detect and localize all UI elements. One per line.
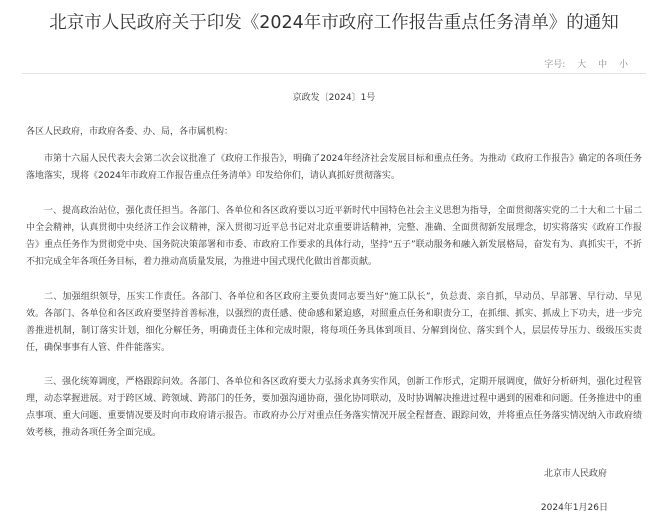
paragraph-section-3: 三、强化统筹调度，严格跟踪问效。各部门、各单位和各区政府要大力弘扬求真务实作风，创新工作形式，定期开展调度，做好分析研判，强化过程管理，动态掌握进展。对于跨区域、跨领域、跨部门的任务，要加强沟通协商，强化协同联动，及时协调解决推进过程中遇到的困难和问题。任务推进中的重点事项、重大问题、重要情况要及时向市政府请示报告。市政府办公厅对重点任务落实情况开展全程督查、跟踪问效，并将重点任务落实情况纳入市政府绩效考核，推动各项任务全面完成。 <box>26 377 642 438</box>
font-size-medium-link[interactable]: 中 <box>598 60 608 70</box>
paragraph-section-1: 一、提高政治站位，强化责任担当。各部门、各单位和各区政府要以习近平新时代中国特色社会主义思想为指导，全面贯彻落实党的二十大和二十届二中全会精神，认真贯彻中央经济工作会议精神，深入贯彻习近平总书记对北京重要讲话精神，完整、准确、全面贯彻新发展理念，切实将落实《政府工作报告》重点任务作为贯彻党中央、国务院决策部署和市委、市政府工作要求的具体行动，坚持“五子”联动服务和融入新发展格局，奋发有为、真抓实干，不折不扣完成全年各项任务目标，着力推动高质量发展，为推进中国式现代化做出首都贡献。 <box>26 206 642 267</box>
font-size-small-link[interactable]: 小 <box>618 60 628 70</box>
title-divider <box>22 73 646 74</box>
issue-date: 2024年1月26日 <box>540 503 608 513</box>
issuer-signature: 北京市人民政府 <box>543 469 607 479</box>
font-size-selector <box>544 57 628 70</box>
font-size-label: 字号: <box>544 60 566 70</box>
paragraph-intro: 市第十六届人民代表大会第二次会议批准了《政府工作报告》，明确了2024年经济社会发展目标和重点任务。为推动《政府工作报告》确定的各项任务落地落实，现将《2024年市政府工作报告重点任务清单》印发给你们，请认真抓好贯彻落实。 <box>26 154 642 181</box>
page-title: 北京市人民政府关于印发《2024年市政府工作报告重点任务清单》的通知 <box>49 13 619 33</box>
document-number: 京政发〔2024〕1号 <box>292 93 376 103</box>
salutation: 各区人民政府，市政府各委、办、局，各市属机构： <box>26 127 234 137</box>
font-size-large-link[interactable]: 大 <box>577 60 587 70</box>
paragraph-section-2: 二、加强组织领导，压实工作责任。各部门、各单位和各区政府主要负责同志要当好“施工队长”，负总责、亲自抓，早动员、早部署、早行动、早见效。各部门、各单位和各区政府要坚持首善标准，以强烈的责任感、使命感和紧迫感，对照重点任务和职责分工，在抓细、抓实、抓成上下功夫，进一步完善推进机制，制订落实计划，细化分解任务，明确责任主体和完成时限，将每项任务具体到项目、分解到岗位、落实到个人，层层传导压力、级级压实责任，确保事事有人管、件件能落实。 <box>26 292 642 353</box>
